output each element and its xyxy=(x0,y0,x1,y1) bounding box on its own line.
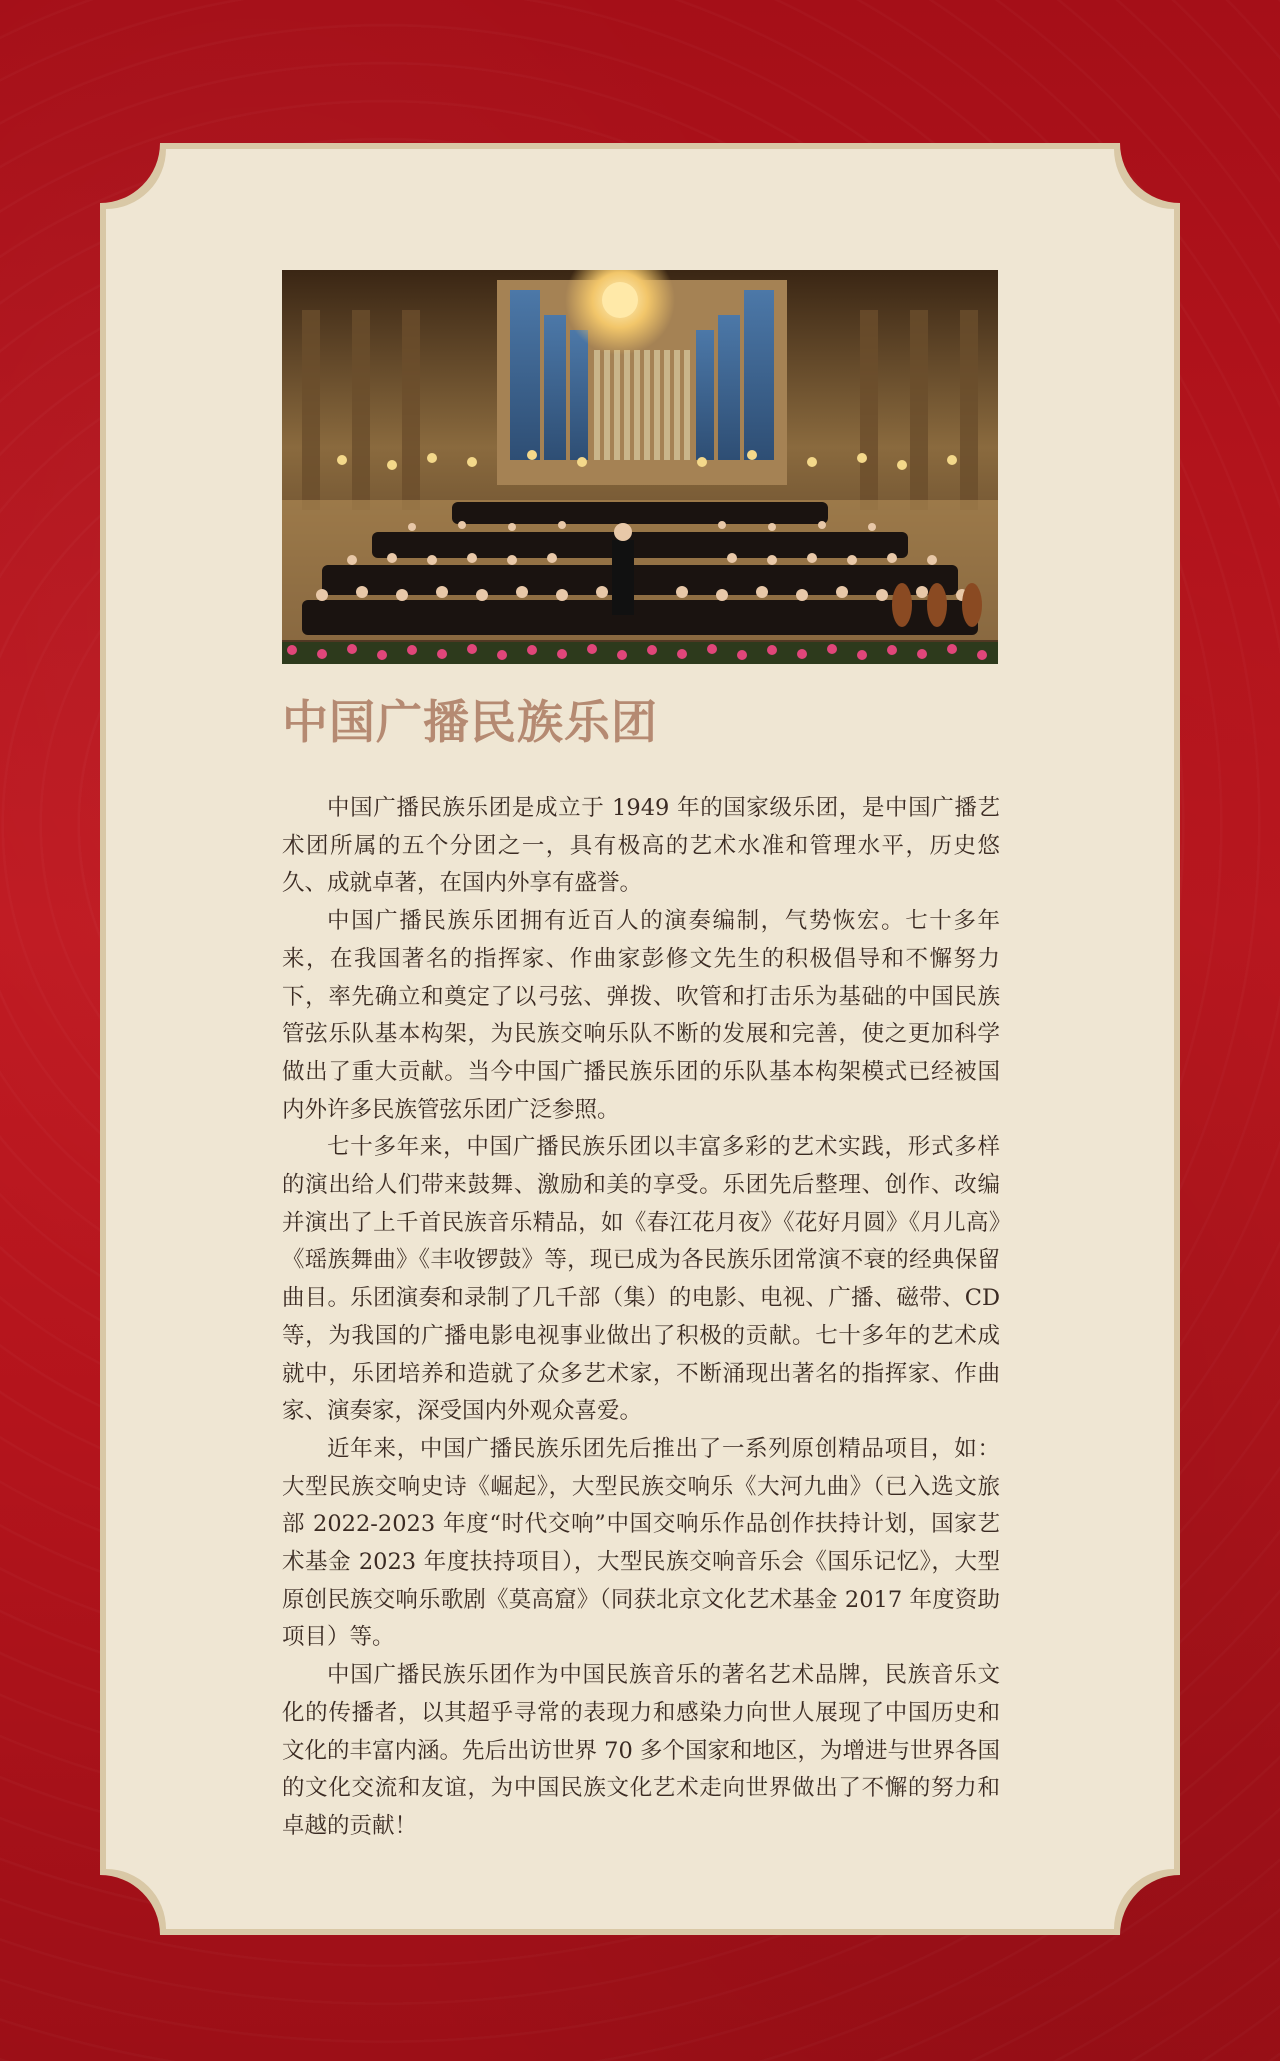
paragraph: 近年来，中国广播民族乐团先后推出了一系列原创精品项目，如：大型民族交响史诗《崛起》，大型民族交响乐《大河九曲》（已入选文旅部 2022-2023 年度“时代交响”中国交响乐作品创作扶持计划，国家艺术基金 2023 年度扶持项目），大型民族交响音乐会《国乐记忆》，大型原创民族交响乐歌剧《莫高窟》（同获北京文化艺术基金 2017 年度资助项目）等。 xyxy=(282,1435,1000,1651)
paragraph: 七十多年来，中国广播民族乐团以丰富多彩的艺术实践，形式多样的演出给人们带来鼓舞、激励和美的享受。乐团先后整理、创作、改编并演出了上千首民族音乐精品，如《春江花月夜》《花好月圆》《月儿高》《瑶族舞曲》《丰收锣鼓》等，现已成为各民族乐团常演不衰的经典保留曲目。乐团演奏和录制了几千部（集）的电影、电视、广播、磁带、CD 等，为我国的广播电影电视事业做出了积极的贡献。七十多年的艺术成就中，乐团培养和造就了众多艺术家，不断涌现出著名的指挥家、作曲家、演奏家，深受国内外观众喜爱。 xyxy=(282,1134,1000,1425)
paragraph: 中国广播民族乐团是成立于 1949 年的国家级乐团，是中国广播艺术团所属的五个分团之一，具有极高的艺术水准和管理水平，历史悠久、成就卓著，在国内外享有盛誉。 xyxy=(282,795,1000,897)
orchestra-photo xyxy=(282,270,998,664)
paragraph: 中国广播民族乐团作为中国民族音乐的著名艺术品牌，民族音乐文化的传播者，以其超乎寻常的表现力和感染力向世人展现了中国历史和文化的丰富内涵。先后出访世界 70 多个国家和地区，为增进与世界各国的文化交流和友谊，为中国民族文化艺术走向世界做出了不懈的努力和卓越的贡献！ xyxy=(282,1662,1000,1839)
page-title: 中国广播民族乐团 xyxy=(282,695,658,749)
body-text xyxy=(282,790,1000,1846)
paragraph: 中国广播民族乐团拥有近百人的演奏编制，气势恢宏。七十多年来，在我国著名的指挥家、作曲家彭修文先生的积极倡导和不懈努力下，率先确立和奠定了以弓弦、弹拨、吹管和打击乐为基础的中国民族管弦乐队基本构架，为民族交响乐队不断的发展和完善，使之更加科学做出了重大贡献。当今中国广播民族乐团的乐队基本构架模式已经被国内外许多民族管弦乐团广泛参照。 xyxy=(282,908,1000,1123)
